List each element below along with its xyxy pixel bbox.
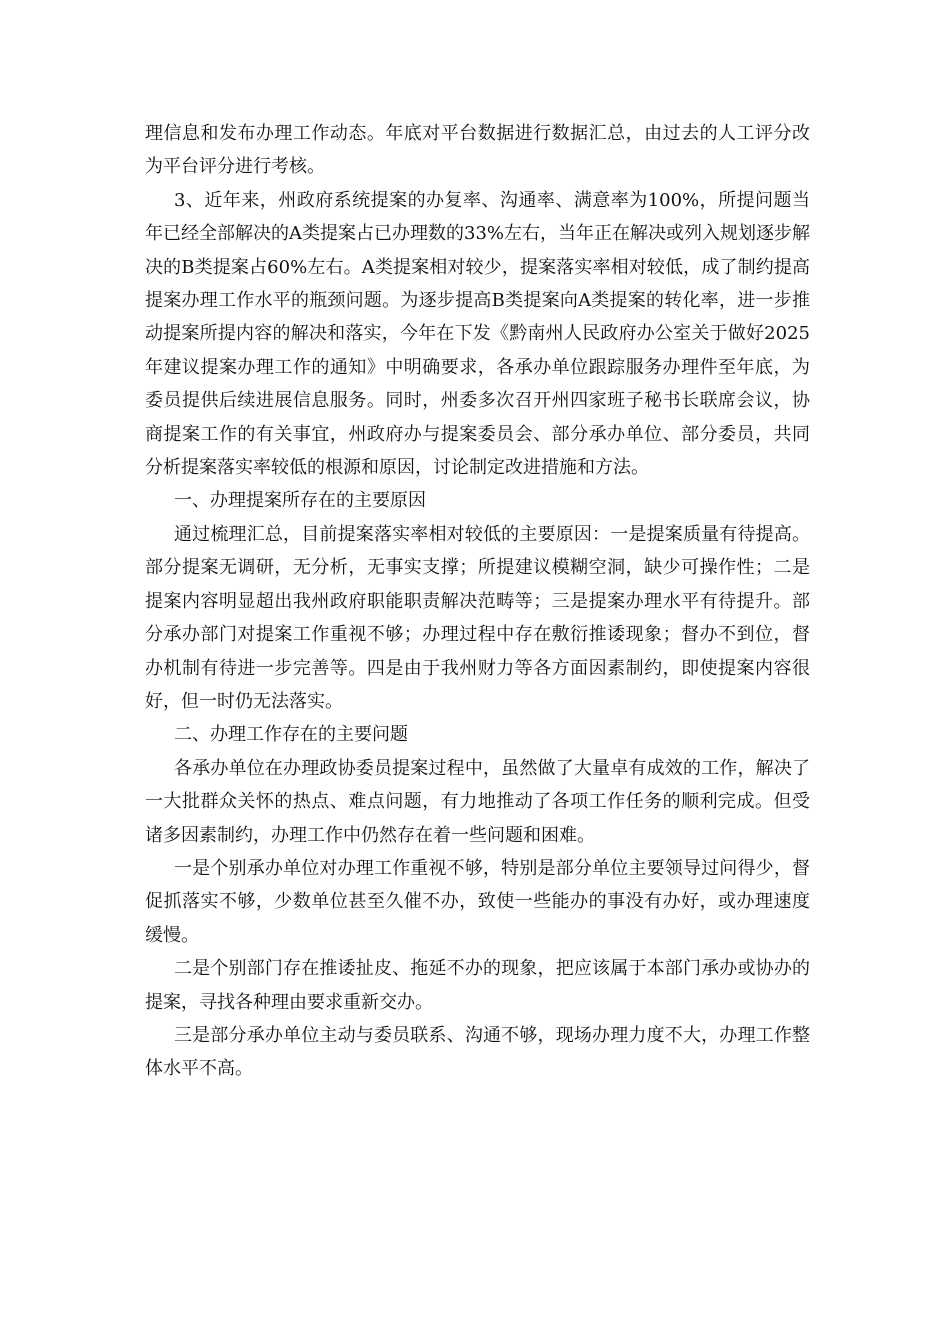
paragraph-problems-intro: 各承办单位在办理政协委员提案过程中，虽然做了大量卓有成效的工作，解决了一大批群众关怀的热点、难点问题，有力地推动了各项工作任务的顺利完成。但受诸多因素制约，办理工作中仍然存在着一些问题和困难。 [145, 757, 810, 846]
paragraph-problem-1: 一是个别承办单位对办理工作重视不够，特别是部分单位主要领导过问得少，督促抓落实不够，少数单位甚至久催不办，致使一些能办的事没有办好，或办理速度缓慢。 [145, 857, 810, 946]
paragraph-problem-3: 三是部分承办单位主动与委员联系、沟通不够，现场办理力度不大，办理工作整体水平不高。 [145, 1024, 810, 1080]
section-heading-1: 一、办理提案所存在的主要原因 [174, 490, 426, 512]
paragraph-item-3: 3、近年来，州政府系统提案的办复率、沟通率、满意率为100%，所提问题当年已经全部解决的A类提案占已办理数的33%左右，当年正在解决或列入规划逐步解决的B类提案占60%左右。A类提案相对较少，提案落实率相对较低，成了制约提高提案办理工作水平的瓶颈问题。为逐步提高B类提案向A类提案的转化率，进一步推动提案所提内容的解决和落实，今年在下发《黔南州人民政府办公室关于做好2025年建议提案办理工作的通知》中明确要求，各承办单位跟踪服务办理件至年底，为委员提供后续进展信息服务。同时，州委多次召开州四家班子秘书长联席会议，协商提案工作的有关事宜，州政府办与提案委员会、部分承办单位、部分委员，共同分析提案落实率较低的根源和原因，讨论制定改进措施和方法。 [145, 189, 811, 479]
document-body [145, 117, 810, 1086]
paragraph-problem-2: 二是个别部门存在推诿扯皮、拖延不办的现象，把应该属于本部门承办或协办的提案，寻找各种理由要求重新交办。 [145, 958, 810, 1013]
paragraph-continuation: 理信息和发布办理工作动态。年底对平台数据进行数据汇总，由过去的人工评分改为平台评分进行考核。 [145, 123, 810, 178]
paragraph-reasons: 通过梳理汇总，目前提案落实率相对较低的主要原因：一是提案质量有待提高。部分提案无调研，无分析，无事实支撑；所提建议模糊空洞，缺少可操作性；二是提案内容明显超出我州政府职能职责解决范畴等；三是提案办理水平有待提升。部分承办部门对提案工作重视不够；办理过程中存在敷衍推诿现象；督办不到位，督办机制有待进一步完善等。四是由于我州财力等各方面因素制约，即使提案内容很好，但一时仍无法落实。 [145, 523, 810, 712]
section-heading-2: 二、办理工作存在的主要问题 [174, 724, 408, 746]
